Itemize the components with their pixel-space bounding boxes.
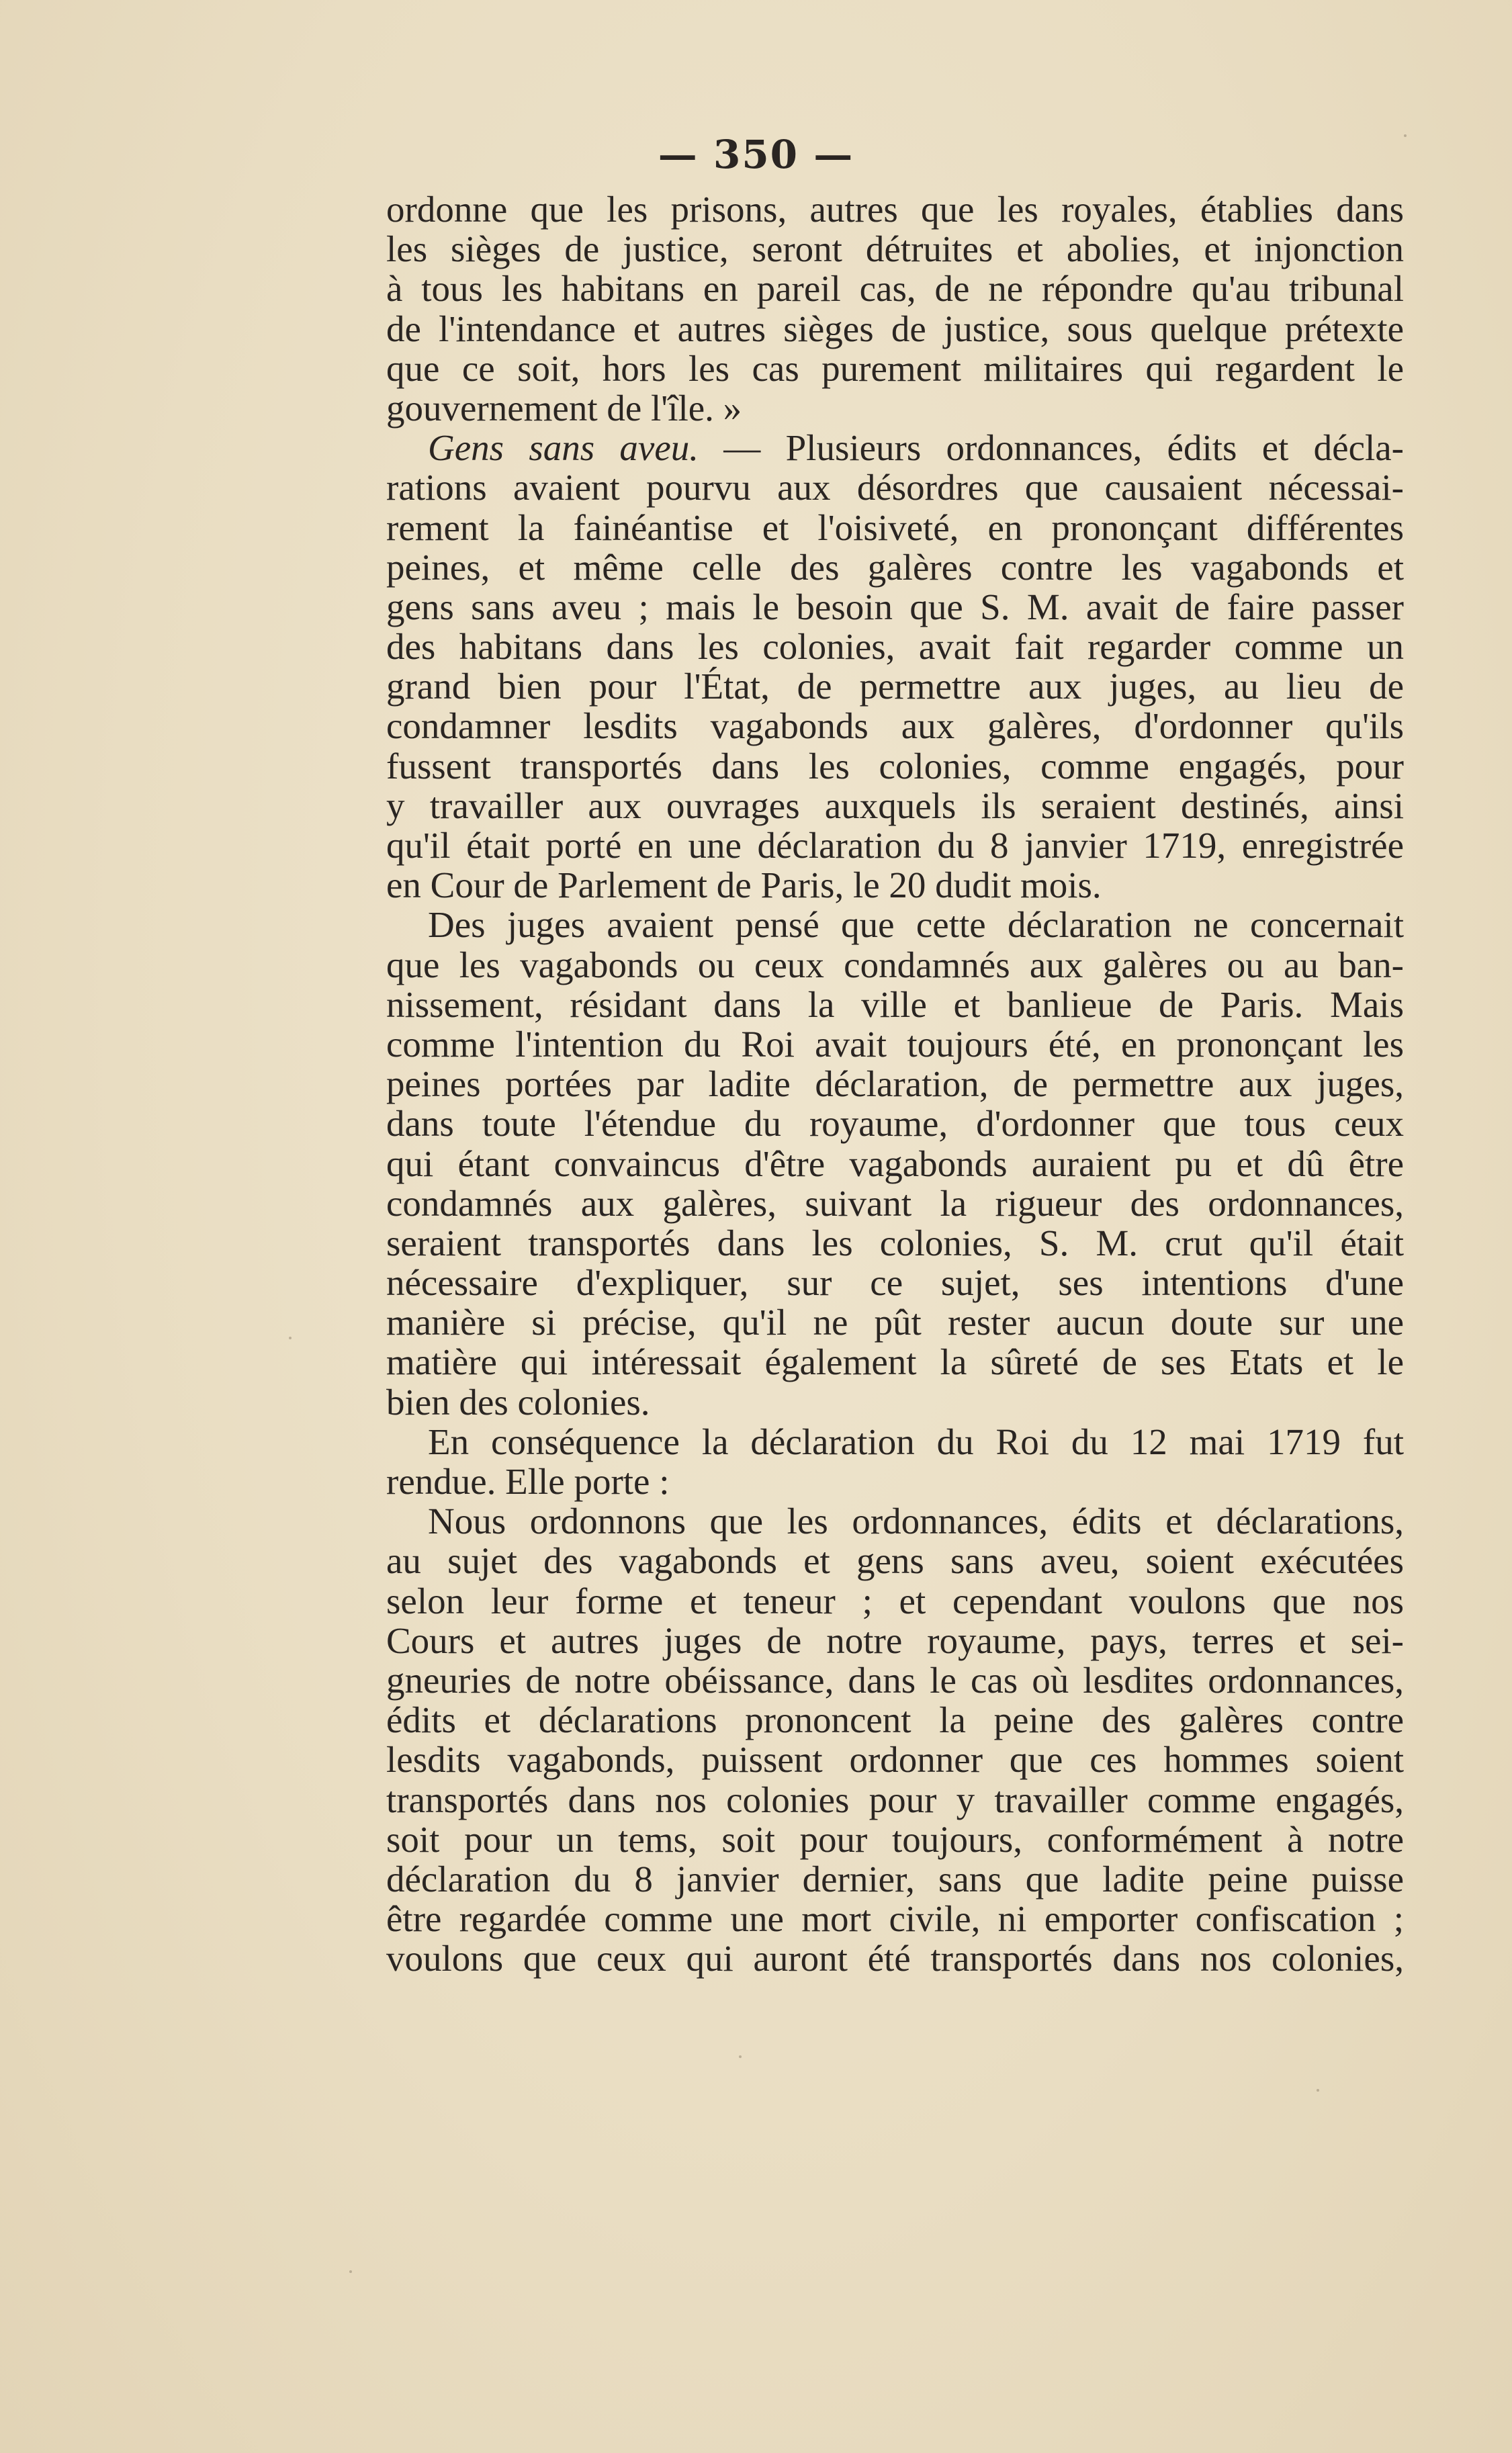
text-line: Des juges avaient pensé que cette déclaration ne concernait	[428, 904, 1404, 946]
text-line: matière qui intéressait également la sûreté de ses Etats et le	[386, 1341, 1404, 1383]
text-line: édits et déclarations prononcent la peine des galères contre	[386, 1699, 1404, 1741]
text-line: fussent transportés dans les colonies, comme engagés, pour	[386, 745, 1404, 787]
text-line: que les vagabonds ou ceux condamnés aux galères ou au ban-	[386, 944, 1404, 985]
page-body-text	[386, 189, 1404, 1978]
text-line: en Cour de Parlement de Paris, le 20 dudit mois.	[386, 864, 1102, 906]
text-line: seraient transportés dans les colonies, S. M. crut qu'il était	[386, 1222, 1404, 1263]
text-line: gneuries de notre obéissance, dans le cas où lesdites ordonnances,	[386, 1659, 1404, 1701]
paper-speck	[1404, 134, 1407, 137]
text-line: les sièges de justice, seront détruites et abolies, et injonction	[386, 228, 1404, 270]
text-line: rations avaient pourvu aux désordres que causaient nécessai-	[386, 467, 1404, 508]
paper-speck	[349, 2270, 352, 2273]
text-line: dans toute l'étendue du royaume, d'ordonner que tous ceux	[386, 1103, 1404, 1145]
section-first-line	[386, 428, 1404, 467]
text-line: condamner lesdits vagabonds aux galères, d'ordonner qu'ils	[386, 705, 1404, 747]
text-line: des habitans dans les colonies, avait fait regarder comme un	[386, 626, 1404, 668]
text-line-fragment: — Plusieurs ordonnances, édits et décla-	[699, 427, 1404, 469]
text-line: soit pour un tems, soit pour toujours, conformément à notre	[386, 1818, 1404, 1860]
text-line: gens sans aveu ; mais le besoin que S. M. avait de faire passer	[386, 586, 1404, 627]
text-line: Cours et autres juges de notre royaume, pays, terres et sei-	[386, 1619, 1404, 1661]
text-line: déclaration du 8 janvier dernier, sans que ladite peine puisse	[386, 1858, 1404, 1900]
text-line: voulons que ceux qui auront été transportés dans nos colonies,	[386, 1938, 1404, 1979]
text-line: grand bien pour l'État, de permettre aux juges, au lieu de	[386, 666, 1404, 707]
paper-speck	[289, 1337, 292, 1339]
text-line: nissement, résidant dans la ville et banlieue de Paris. Mais	[386, 983, 1404, 1025]
text-line: condamnés aux galères, suivant la rigueur des ordonnances,	[386, 1182, 1404, 1224]
text-line: peines, et même celle des galères contre les vagabonds et	[386, 546, 1404, 588]
text-line: peines portées par ladite déclaration, de permettre aux juges,	[386, 1063, 1404, 1105]
text-line: bien des colonies.	[386, 1381, 650, 1423]
text-line: au sujet des vagabonds et gens sans aveu, soient exécutées	[386, 1540, 1404, 1582]
text-line: de l'intendance et autres sièges de justice, sous quelque prétexte	[386, 308, 1404, 349]
text-line: y travailler aux ouvrages auxquels ils seraient destinés, ainsi	[386, 785, 1404, 826]
paper-speck	[739, 2055, 742, 2058]
text-line: rement la fainéantise et l'oisiveté, en prononçant différentes	[386, 506, 1404, 548]
section-heading-gens-sans-aveu: Gens sans aveu.	[428, 427, 699, 469]
page-number: — 350 —	[658, 132, 854, 177]
text-line: manière si précise, qu'il ne pût rester aucun doute sur une	[386, 1302, 1404, 1343]
text-line: rendue. Elle porte :	[386, 1461, 670, 1502]
text-line: nécessaire d'expliquer, sur ce sujet, ses intentions d'une	[386, 1262, 1404, 1304]
text-line: gouvernement de l'île. »	[386, 387, 742, 429]
paper-speck	[1317, 2089, 1319, 2092]
text-line: transportés dans nos colonies pour y travailler comme engagés,	[386, 1779, 1404, 1820]
text-line: comme l'intention du Roi avait toujours été, en prononçant les	[386, 1023, 1404, 1065]
text-line: être regardée comme une mort civile, ni emporter confiscation ;	[386, 1898, 1404, 1940]
text-line: lesdits vagabonds, puissent ordonner que ces hommes soient	[386, 1739, 1404, 1781]
text-line: à tous les habitans en pareil cas, de ne répondre qu'au tribunal	[386, 268, 1404, 310]
text-line: En conséquence la déclaration du Roi du 12 mai 1719 fut	[428, 1421, 1404, 1462]
text-line: Nous ordonnons que les ordonnances, édits et déclarations,	[428, 1501, 1404, 1542]
text-line: selon leur forme et teneur ; et cependant voulons que nos	[386, 1580, 1404, 1621]
text-line: ordonne que les prisons, autres que les royales, établies dans	[386, 189, 1404, 230]
text-line: qu'il était porté en une déclaration du 8 janvier 1719, enregistrée	[386, 825, 1404, 866]
text-line: que ce soit, hors les cas purement militaires qui regardent le	[386, 347, 1404, 389]
text-line: qui étant convaincus d'être vagabonds auraient pu et dû être	[386, 1143, 1404, 1184]
